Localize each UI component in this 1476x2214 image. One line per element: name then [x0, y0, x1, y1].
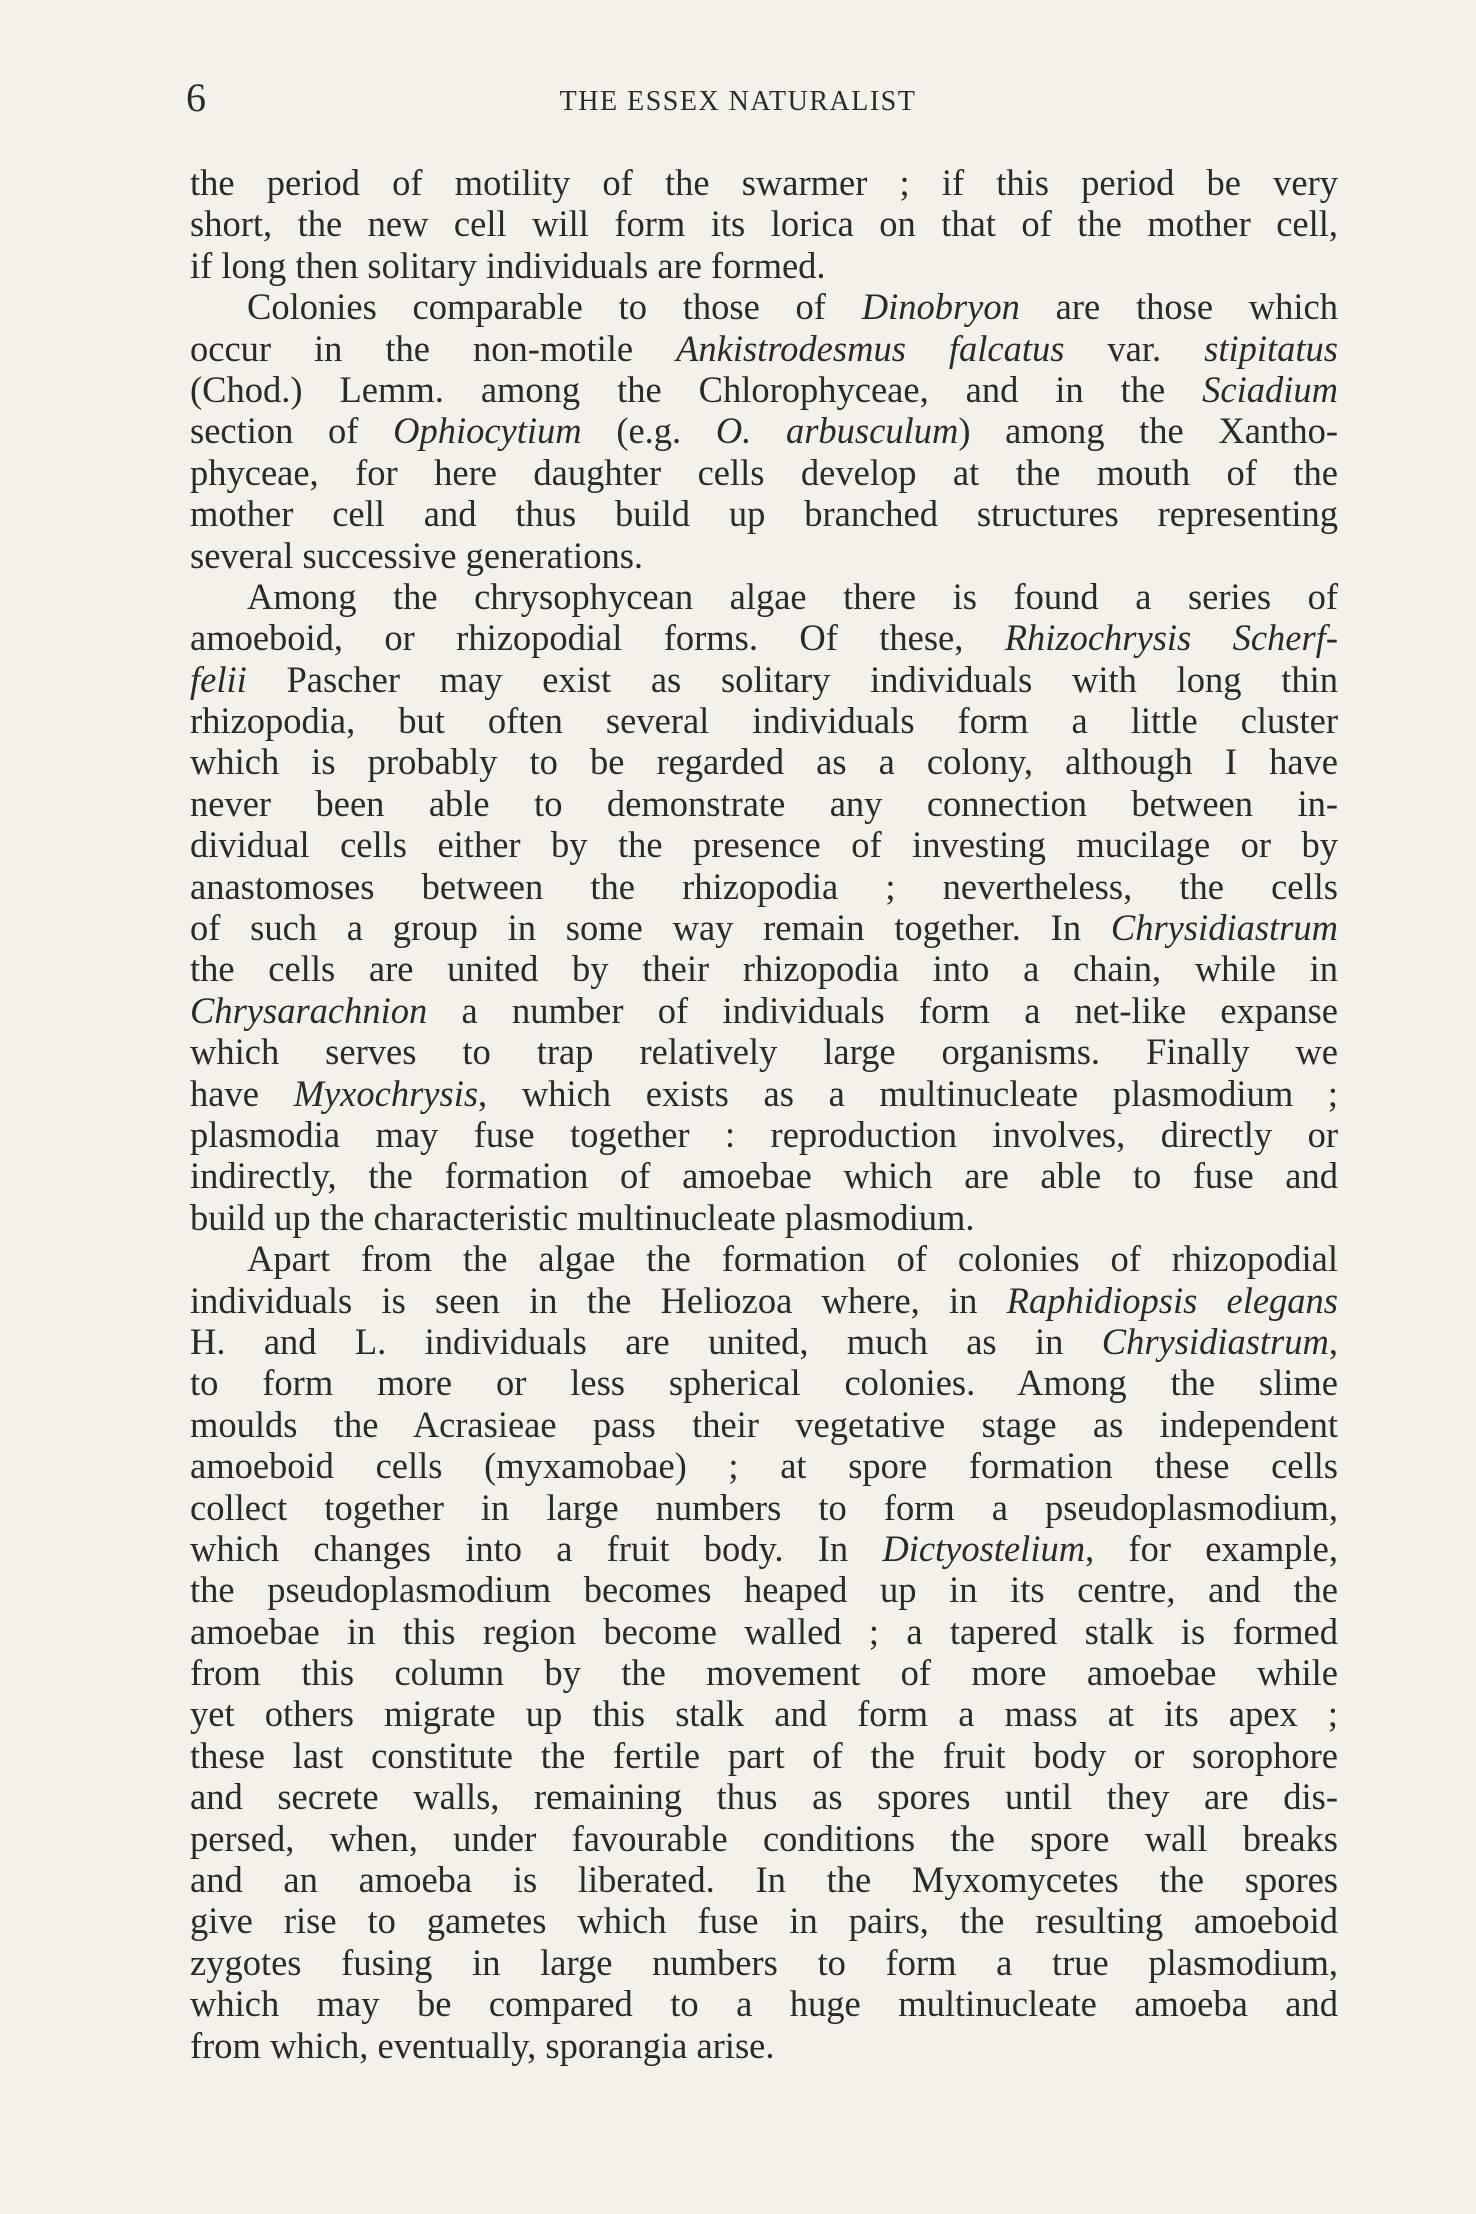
- running-head: THE ESSEX NATURALIST: [559, 86, 917, 117]
- text-segment: from which, eventually, sporangia arise.: [190, 2024, 775, 2066]
- text-line: [190, 948, 1338, 989]
- text-line: [190, 286, 1338, 327]
- text-line: [190, 1073, 1338, 1114]
- text-segment: section of: [190, 410, 394, 452]
- text-segment: several successive generations.: [190, 534, 644, 576]
- text-line: [190, 2025, 1338, 2066]
- text-line: [190, 203, 1338, 244]
- text-segment: yet others migrate up this stalk and form a mass at its apex ;: [190, 1693, 1338, 1735]
- text-segment: amoebae in this region become walled ; a tapered stalk is formed: [190, 1610, 1338, 1652]
- text-segment: persed, when, under favourable conditions the spore wall breaks: [190, 1817, 1338, 1859]
- text-segment: which may be compared to a huge multinucleate amoeba and: [190, 1983, 1338, 2025]
- text-line: [190, 328, 1338, 369]
- text-line: [190, 783, 1338, 824]
- text-line: [190, 1528, 1338, 1569]
- text-segment: the period of motility of the swarmer ; if this period be very: [190, 162, 1338, 203]
- italic-text: Dinobryon: [861, 286, 1020, 328]
- body-text: [190, 162, 1338, 2066]
- text-line: [190, 1569, 1338, 1610]
- text-line: [190, 1031, 1338, 1072]
- italic-text: Raphidiopsis elegans: [1006, 1279, 1339, 1321]
- italic-text: Ophiocytium: [393, 410, 582, 452]
- text-line: [190, 1197, 1338, 1238]
- italic-text: Chrysarachnion: [190, 989, 428, 1031]
- text-line: [190, 1900, 1338, 1941]
- text-segment: occur in the non-motile: [190, 327, 677, 369]
- text-line: [190, 493, 1338, 534]
- text-line: [190, 1114, 1338, 1155]
- text-line: [190, 659, 1338, 700]
- text-segment: mother cell and thus build up branched structures representing: [190, 493, 1338, 535]
- text-line: [190, 617, 1338, 658]
- text-segment: dividual cells either by the presence of investing mucilage or by: [190, 824, 1338, 866]
- text-segment: give rise to gametes which fuse in pairs, the resulting amoeboid: [190, 1900, 1338, 1942]
- text-segment: and an amoeba is liberated. In the Myxomycetes the spores: [190, 1859, 1338, 1901]
- italic-text: Myxochrysis: [293, 1072, 479, 1114]
- text-segment: from this column by the movement of more amoebae while: [190, 1652, 1338, 1694]
- text-segment: never been able to demonstrate any connection between in-: [190, 782, 1338, 824]
- italic-text: O. arbusculum: [715, 410, 959, 452]
- text-line: [190, 990, 1338, 1031]
- text-segment: and secrete walls, remaining thus as spores until they are dis-: [190, 1776, 1338, 1818]
- text-segment: var.: [1064, 327, 1205, 369]
- text-segment: to form more or less spherical colonies. Among the slime: [190, 1362, 1338, 1404]
- text-line: [190, 1859, 1338, 1900]
- italic-text: stipitatus: [1204, 327, 1338, 369]
- text-segment: , which exists as a multinucleate plasmodium ;: [478, 1072, 1339, 1114]
- italic-text: Ankistrodesmus falcatus: [676, 327, 1065, 369]
- text-line: [190, 741, 1338, 782]
- text-segment: (e.g.: [581, 410, 716, 452]
- text-segment: which changes into a fruit body. In: [190, 1527, 883, 1569]
- text-line: [190, 1818, 1338, 1859]
- text-segment: a number of individuals form a net-like expanse: [427, 989, 1338, 1031]
- text-segment: individuals is seen in the Heliozoa where, in: [190, 1279, 1007, 1321]
- text-line: [190, 1693, 1338, 1734]
- text-line: [190, 1445, 1338, 1486]
- text-segment: phyceae, for here daughter cells develop at the mouth of the: [190, 451, 1338, 493]
- text-segment: Pascher may exist as solitary individuals with long thin: [246, 658, 1338, 700]
- text-segment: (Chod.) Lemm. among the Chlorophyceae, and in the: [190, 368, 1203, 410]
- text-segment: amoeboid, or rhizopodial forms. Of these,: [190, 617, 1005, 659]
- text-segment: ) among the Xantho-: [958, 410, 1338, 452]
- italic-text: Chrysidiastrum: [1110, 907, 1338, 949]
- page-number: 6: [186, 75, 206, 120]
- text-line: [190, 1652, 1338, 1693]
- text-segment: anastomoses between the rhizopodia ; nevertheless, the cells: [190, 865, 1338, 907]
- text-line: [190, 1487, 1338, 1528]
- italic-text: Dictyostelium: [882, 1527, 1086, 1569]
- text-line: [190, 1362, 1338, 1403]
- italic-text: felii: [190, 658, 247, 700]
- text-segment: amoeboid cells (myxamobae) ; at spore formation these cells: [190, 1445, 1338, 1487]
- text-line: [190, 535, 1338, 576]
- text-line: [190, 1280, 1338, 1321]
- text-segment: plasmodia may fuse together : reproduction involves, directly or: [190, 1113, 1338, 1155]
- text-segment: short, the new cell will form its lorica on that of the mother cell,: [190, 203, 1338, 245]
- text-segment: which serves to trap relatively large organisms. Finally we: [190, 1031, 1338, 1073]
- text-segment: rhizopodia, but often several individuals form a little cluster: [190, 700, 1338, 742]
- text-segment: Among the chrysophycean algae there is found a series of: [247, 575, 1338, 617]
- text-segment: are those which: [1019, 286, 1338, 328]
- text-line: [190, 907, 1338, 948]
- text-line: [190, 410, 1338, 451]
- text-segment: ,: [1328, 1320, 1338, 1362]
- text-segment: of such a group in some way remain together. In: [190, 907, 1111, 949]
- text-segment: the cells are united by their rhizopodia into a chain, while in: [190, 948, 1338, 990]
- text-line: [190, 824, 1338, 865]
- italic-text: Rhizochrysis Scherf-: [1004, 617, 1338, 659]
- text-line: [190, 1942, 1338, 1983]
- text-segment: the pseudoplasmodium becomes heaped up in its centre, and the: [190, 1569, 1338, 1611]
- text-line: [190, 452, 1338, 493]
- text-line: [190, 1404, 1338, 1445]
- text-segment: Apart from the algae the formation of colonies of rhizopodial: [247, 1238, 1338, 1280]
- text-segment: moulds the Acrasieae pass their vegetative stage as independent: [190, 1403, 1338, 1445]
- text-segment: these last constitute the fertile part of the fruit body or sorophore: [190, 1734, 1338, 1776]
- text-line: [190, 866, 1338, 907]
- text-line: [190, 1735, 1338, 1776]
- text-segment: , for example,: [1085, 1527, 1338, 1569]
- text-segment: which is probably to be regarded as a colony, although I have: [190, 741, 1338, 783]
- text-line: [190, 700, 1338, 741]
- text-segment: H. and L. individuals are united, much as in: [190, 1320, 1102, 1362]
- text-line: [190, 1611, 1338, 1652]
- text-line: [190, 1983, 1338, 2024]
- italic-text: Chrysidiastrum: [1101, 1320, 1329, 1362]
- text-line: [190, 1321, 1338, 1362]
- text-line: [190, 369, 1338, 410]
- text-line: [190, 576, 1338, 617]
- text-segment: have: [190, 1072, 294, 1114]
- text-line: [190, 245, 1338, 286]
- text-line: [190, 1238, 1338, 1279]
- text-segment: Colonies comparable to those of: [247, 286, 862, 328]
- text-line: [190, 162, 1338, 203]
- text-segment: if long then solitary individuals are formed.: [190, 244, 826, 286]
- text-line: [190, 1776, 1338, 1817]
- text-segment: zygotes fusing in large numbers to form a true plasmodium,: [190, 1941, 1338, 1983]
- text-line: [190, 1155, 1338, 1196]
- text-segment: build up the characteristic multinucleate plasmodium.: [190, 1196, 975, 1238]
- text-segment: collect together in large numbers to form a pseudoplasmodium,: [190, 1486, 1338, 1528]
- text-segment: indirectly, the formation of amoebae which are able to fuse and: [190, 1155, 1338, 1197]
- italic-text: Sciadium: [1202, 368, 1338, 410]
